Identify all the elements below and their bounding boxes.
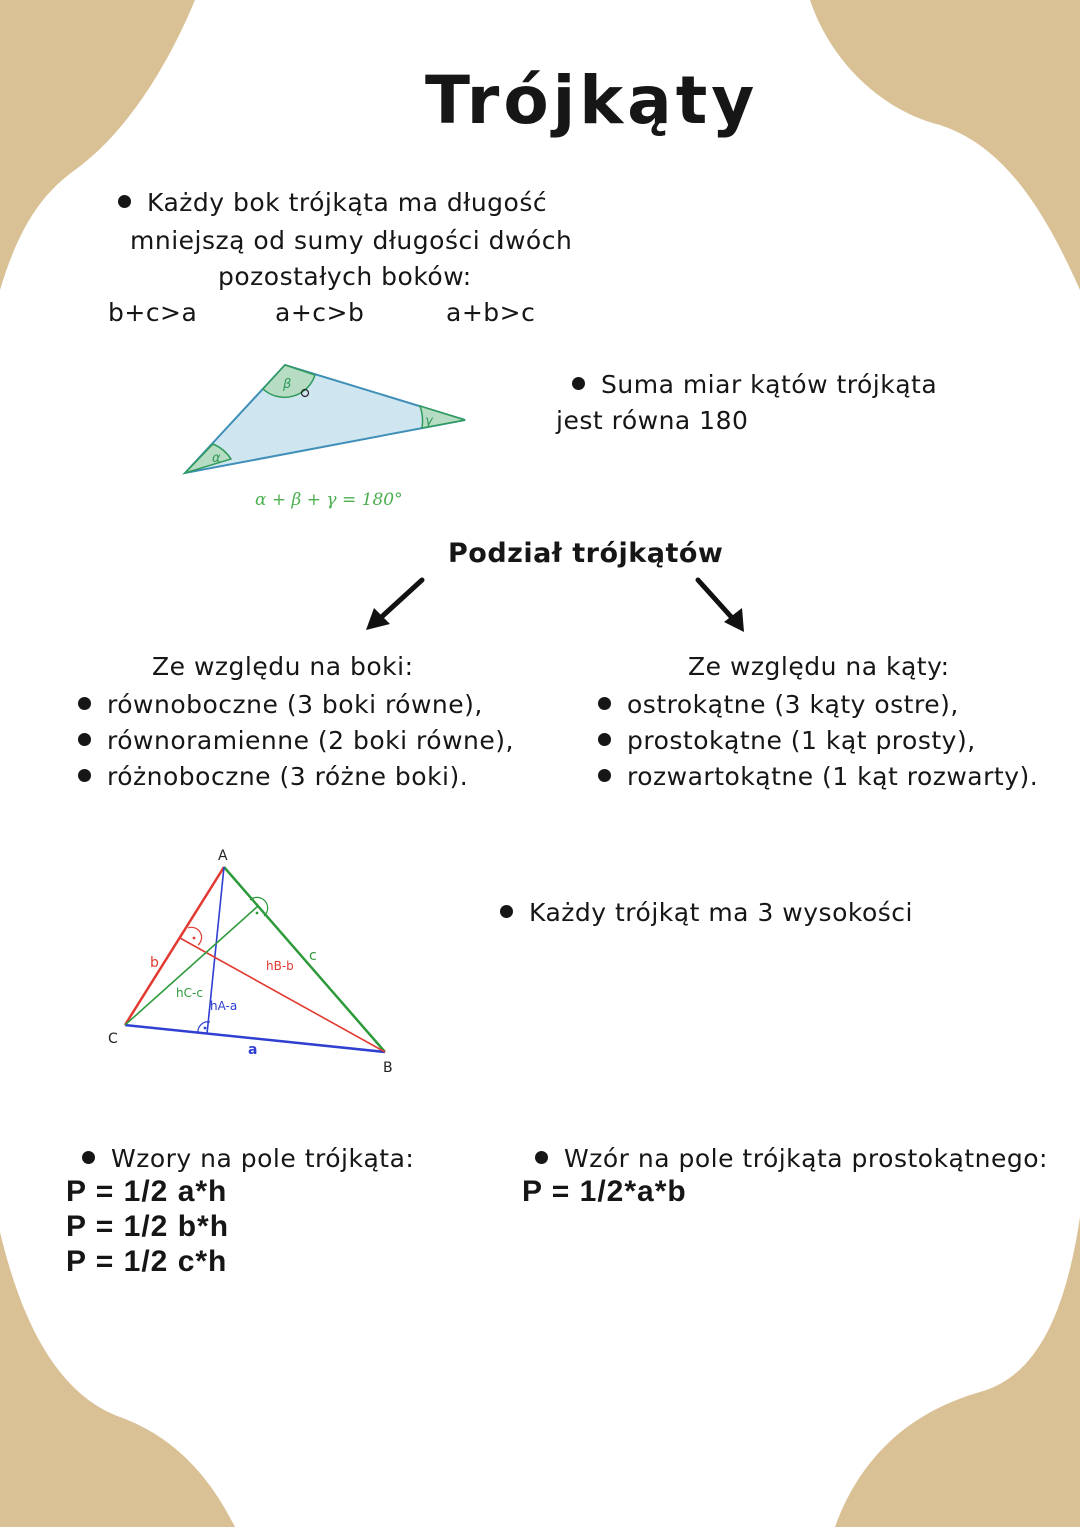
corner-top-right-decoration xyxy=(800,0,1080,300)
inequality-text-line3: pozostałych boków: xyxy=(218,262,472,291)
corner-top-left-decoration xyxy=(0,0,240,300)
side-label-c: c xyxy=(309,948,317,964)
beta-label: β xyxy=(283,377,292,392)
bullet-icon xyxy=(78,733,91,746)
arrow-down-right-icon xyxy=(692,574,752,636)
area-formula-2: P = 1/2 b*h xyxy=(66,1210,230,1243)
side-c xyxy=(224,867,385,1052)
bullet-icon xyxy=(78,769,91,782)
vertex-label-a: A xyxy=(218,848,228,864)
heights-triangle-figure xyxy=(100,840,420,1085)
bullet-icon xyxy=(118,195,131,208)
area-heading: Wzory na pole trójkąta: xyxy=(82,1144,414,1173)
inequality-formula-1: b+c>a xyxy=(108,298,198,327)
right-area-formula: P = 1/2*a*b xyxy=(522,1175,687,1208)
corner-bottom-right-decoration xyxy=(830,1217,1080,1527)
height-label-c: hC-c xyxy=(176,986,203,1000)
right-angle-mark xyxy=(188,927,202,945)
page-title: Trójkąty xyxy=(425,62,759,139)
bullet-icon xyxy=(535,1151,548,1164)
angle-sum-text-line2: jest równa 180 xyxy=(556,406,749,435)
by-angles-item-3: rozwartokątne (1 kąt rozwarty). xyxy=(598,762,1038,791)
height-c xyxy=(125,906,258,1025)
angle-sum-caption: α + β + γ = 180° xyxy=(255,490,403,510)
bullet-icon xyxy=(572,377,585,390)
alpha-label: α xyxy=(212,451,221,466)
bullet-icon xyxy=(500,905,513,918)
arrow-down-left-icon xyxy=(362,574,432,634)
by-angles-item-1: ostrokątne (3 kąty ostre), xyxy=(598,690,959,719)
bullet-icon xyxy=(598,697,611,710)
bullet-icon xyxy=(598,733,611,746)
heights-text: Każdy trójkąt ma 3 wysokości xyxy=(500,898,913,927)
area-formula-3: P = 1/2 c*h xyxy=(66,1245,228,1278)
classification-heading: Podział trójkątów xyxy=(448,538,724,569)
bullet-icon xyxy=(598,769,611,782)
right-area-heading: Wzór na pole trójkąta prostokątnego: xyxy=(535,1144,1048,1173)
inequality-text-line1: Każdy bok trójkąta ma długość xyxy=(118,188,547,217)
by-angles-item-2: prostokątne (1 kąt prosty), xyxy=(598,726,976,755)
bullet-icon xyxy=(82,1151,95,1164)
height-label-b: hB-b xyxy=(266,959,294,973)
by-sides-item-3: różnoboczne (3 różne boki). xyxy=(78,762,468,791)
by-sides-item-1: równoboczne (3 boki równe), xyxy=(78,690,483,719)
inequality-text-line2: mniejszą od sumy długości dwóch xyxy=(130,226,573,255)
inequality-formula-3: a+b>c xyxy=(446,298,536,327)
angle-sum-text-line1: Suma miar kątów trójkąta xyxy=(572,370,937,399)
height-label-a: hA-a xyxy=(210,999,238,1013)
by-angles-heading: Ze względu na kąty: xyxy=(688,652,950,681)
gamma-label: γ xyxy=(425,414,433,429)
inequality-formula-2: a+c>b xyxy=(275,298,365,327)
vertex-label-c: C xyxy=(108,1031,118,1047)
side-label-a: a xyxy=(248,1042,258,1058)
by-sides-item-2: równoramienne (2 boki równe), xyxy=(78,726,514,755)
vertex-label-b: B xyxy=(383,1060,393,1076)
side-label-b: b xyxy=(150,955,159,971)
bullet-icon xyxy=(78,697,91,710)
by-sides-heading: Ze względu na boki: xyxy=(152,652,414,681)
area-formula-1: P = 1/2 a*h xyxy=(66,1175,228,1208)
